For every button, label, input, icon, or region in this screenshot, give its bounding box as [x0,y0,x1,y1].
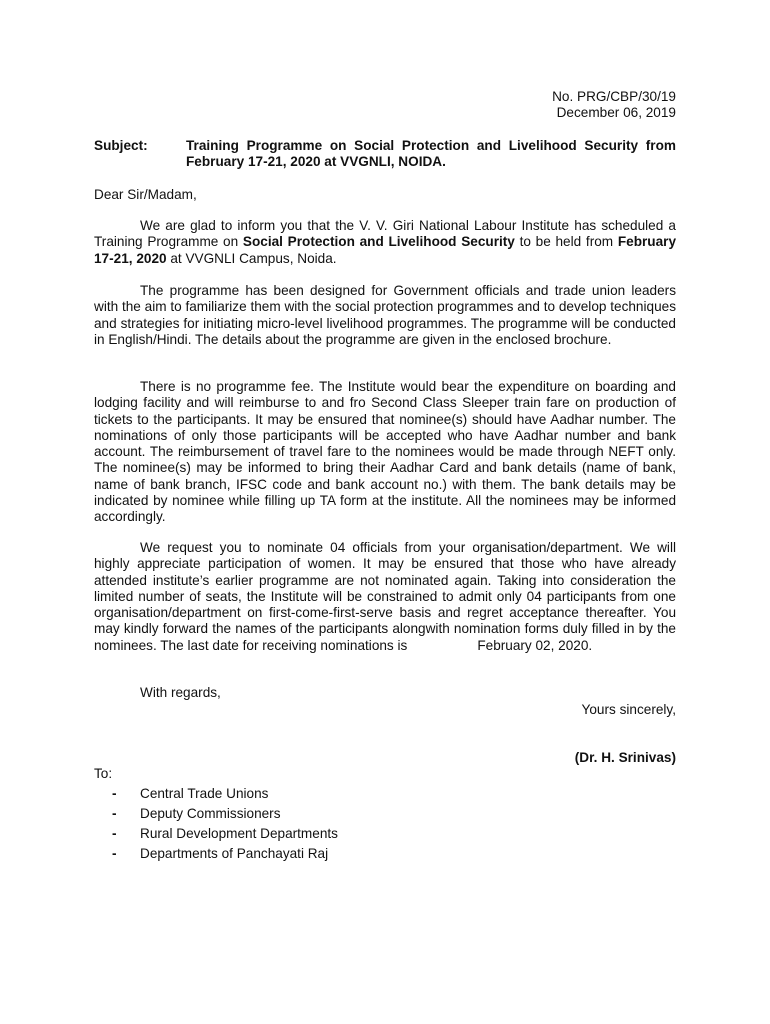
list-item [112,846,338,866]
intro-text-1: We are glad to inform you that the V. V. Giri National Labour Institute has scheduled a Training Programme on [94,218,676,250]
list-item [112,786,338,806]
bullet-dash: - [112,826,117,841]
nomination-text: We request you to nominate 04 officials from your organisation/department. We will highly appreciate participation of women. It may be ensured that those who have already attended institute’s earlier programme are not nominated again. Taking into consideration the limited number of seats, the Institute will be constrained to admit only 04 participants from one organisation/department on first-come-first-serve basis and regret acceptance thereafter. You may kindly forward the names of the participants alongwith nomination forms duly filled in by the nominees. The last date for receiving nominations is [94,540,676,653]
recipient-name: Deputy Commissioners [140,806,281,821]
paragraph-fees-reimbursement: There is no programme fee. The Institute would bear the expenditure on boarding and lodging facility and will reimburse to and fro Second Class Sleeper train fare on production of tickets to the participants. It may be ensured that nominee(s) should have Aadhar number. The nominations of only those participants will be accepted who have Aadhar number and bank account. The reimbursement of travel fare to the nominees would be made through NEFT only. The nominee(s) may be informed to bring their Aadhar Card and bank details (name of bank, name of bank branch, IFSC code and bank account no.) with them. The bank details may be indicated by nominee while filling up TA form at the institute. All the nominees may be informed accordingly. [94,379,676,525]
regards-line: With regards, [140,685,221,700]
list-item [112,826,338,846]
list-item [112,806,338,826]
programme-name: Social Protection and Livelihood Security [242,234,515,250]
reference-block [552,89,676,121]
paragraph-nomination-request [94,540,676,654]
salutation: Dear Sir/Madam, [94,187,197,202]
bullet-dash: - [112,786,117,801]
last-date: February 02, 2020. [477,637,593,653]
intro-text-3: at VVGNLI Campus, Noida. [166,250,337,266]
recipient-name: Rural Development Departments [140,826,338,841]
subject-label: Subject: [94,138,148,153]
paragraph-programme-design: The programme has been designed for Government officials and trade union leaders with the aim to familiarize them with the social protection programmes and to develop techniques and strategies for initiating micro-level livelihood programmes. The programme will be conducted in English/Hindi. The details about the programme are given in the enclosed brochure. [94,283,676,347]
recipient-name: Departments of Panchayati Raj [140,846,329,861]
signatory-name: (Dr. H. Srinivas) [574,750,676,765]
paragraph-intro [94,218,676,267]
recipient-name: Central Trade Unions [140,786,269,801]
subject-text: Training Programme on Social Protection and Livelihood Security from February 17-21, 2020 at VVGNLI, NOIDA. [186,138,676,170]
bullet-dash: - [112,846,117,861]
programme-dates: February 17-21, 2020 [94,234,676,266]
letter-date: December 06, 2019 [556,105,676,120]
to-label: To: [94,766,113,781]
intro-text-2: to be held from [514,234,618,250]
closing-line: Yours sincerely, [581,702,676,717]
bullet-dash: - [112,806,117,821]
recipient-list [112,786,338,866]
reference-number: No. PRG/CBP/30/19 [552,89,676,104]
